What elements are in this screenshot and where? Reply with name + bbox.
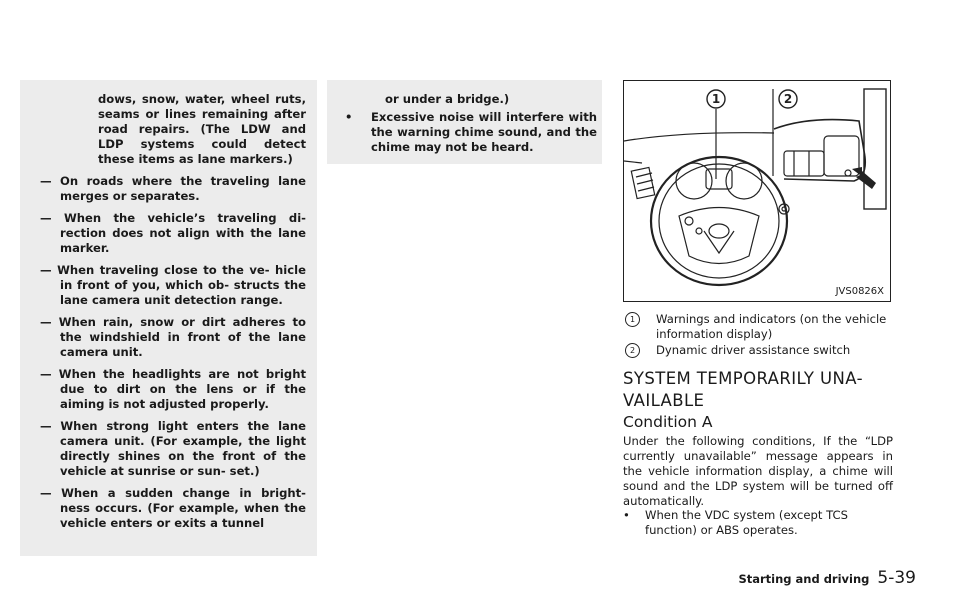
left-column-text (40, 92, 306, 538)
legend-text: Dynamic driver assistance switch (656, 343, 851, 357)
footer-section-title: Starting and driving (738, 572, 870, 586)
list-item: — When traveling close to the ve- hicle in front of you, which ob- structs the lane camera unit detection range. (40, 263, 306, 307)
legend-text: Warnings and indicators (on the vehicle information display) (656, 312, 887, 341)
list-item: — When a sudden change in bright- ness occurs. (For example, when the vehicle enters or exits a tunnel (40, 486, 306, 530)
list-item: — When rain, snow or dirt adheres to the windshield in front of the lane camera unit. (40, 315, 306, 359)
bullet-icon: • (623, 508, 630, 522)
legend-number-2: 2 (625, 343, 640, 358)
page-number: 5-39 (877, 568, 916, 588)
legend-number-1: 1 (625, 312, 640, 327)
figure-callout-1: 1 (711, 92, 721, 106)
list-item: — When the headlights are not bright due to dirt on the lens or if the aiming is not adjusted properly. (40, 367, 306, 411)
figure-callout-2: 2 (783, 92, 793, 106)
middle-column-text (345, 92, 597, 155)
steering-wheel-figure (623, 80, 891, 302)
page-footer (738, 568, 916, 588)
steering-wheel-illustration (624, 81, 889, 300)
list-item: — When strong light enters the lane camera unit. (For example, the light directly shines on the front of the vehicle at sunrise or sun- set.) (40, 419, 306, 478)
subsection-heading: Condition A (623, 413, 713, 431)
intro-continuation: dows, snow, water, wheel ruts, seams or lines remaining after road repairs. (The LDW and LDP systems could detect these items as lane markers.) (98, 92, 306, 166)
bullet-text: Excessive noise will interfere with the warning chime sound, and the chime may not be heard. (371, 110, 597, 154)
bullet-icon: • (345, 110, 353, 124)
legend-item (623, 312, 895, 342)
legend-item (623, 343, 895, 358)
bullet-item (345, 110, 597, 155)
list-continuation: or under a bridge.) (385, 92, 510, 106)
list-item: — On roads where the traveling lane merges or separates. (40, 174, 306, 203)
section-paragraph: Under the following conditions, If the “LDP currently unavailable” message appears in the vehicle information display, a chime will sound and the LDP system will be turned off automatically. (623, 434, 893, 508)
bullet-item (623, 508, 893, 538)
bullet-text: When the VDC system (except TCS function) or ABS operates. (645, 508, 848, 537)
section-heading: SYSTEM TEMPORARILY UNA- VAILABLE (623, 369, 863, 410)
figure-code: JVS0826X (835, 286, 884, 297)
list-item: — When the vehicle’s traveling di- rection does not align with the lane marker. (40, 211, 306, 255)
